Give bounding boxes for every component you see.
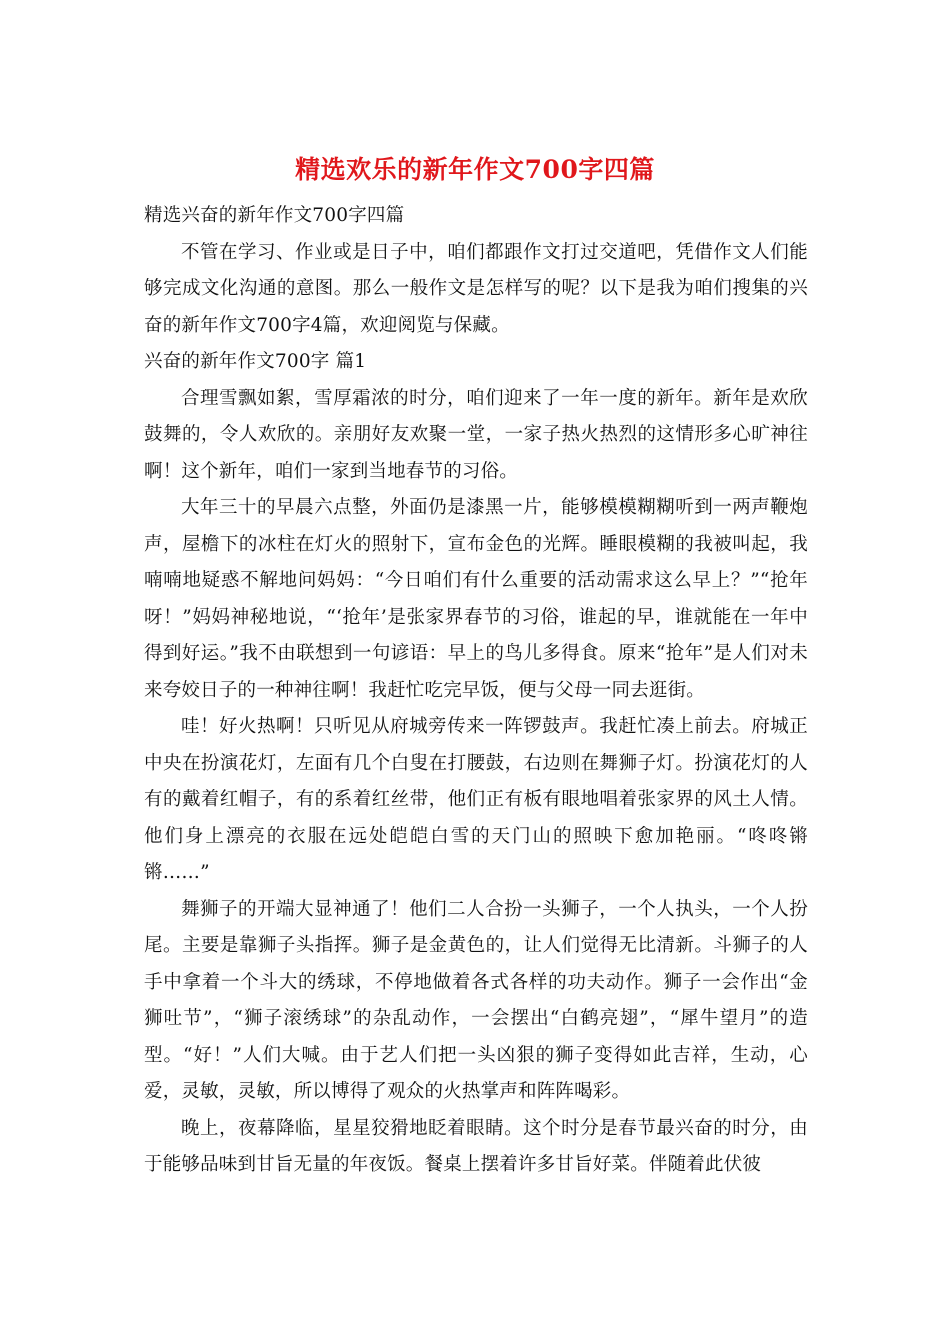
paragraph: 晚上，夜幕降临，星星狡猾地眨着眼睛。这个时分是春节最兴奋的时分，由于能够品味到甘旨无量的年夜饭。餐桌上摆着许多甘旨好菜。伴随着此伏彼: [144, 1117, 808, 1175]
document-subtitle: 精选兴奋的新年作文700字四篇: [144, 205, 405, 226]
section-heading: 兴奋的新年作文700字 篇1: [144, 351, 367, 372]
paragraph-intro: 不管在学习、作业或是日子中，咱们都跟作文打过交道吧，凭借作文人们能够完成文化沟通的意图。那么一般作文是怎样写的呢？以下是我为咱们搜集的兴奋的新年作文700字4篇，欢迎阅览与保藏。: [144, 241, 808, 336]
paragraph: 舞狮子的开端大显神通了！他们二人合扮一头狮子，一个人执头，一个人扮尾。主要是靠狮子头指挥。狮子是金黄色的，让人们觉得无比清新。斗狮子的人手中拿着一个斗大的绣球，不停地做着各式各样的功夫动作。狮子一会作出“金狮吐节”，“狮子滚绣球”的杂乱动作，一会摆出“白鹤亮翅”，“犀牛望月”的造型。“好！”人们大喊。由于艺人们把一头凶狠的狮子变得如此吉祥，生动，心爱，灵敏，灵敏，所以博得了观众的火热掌声和阵阵喝彩。: [144, 898, 808, 1102]
paragraph: 大年三十的早晨六点整，外面仍是漆黑一片，能够模模糊糊听到一两声鞭炮声，屋檐下的冰柱在灯火的照射下，宣布金色的光辉。睡眼模糊的我被叫起，我喃喃地疑惑不解地问妈妈：“今日咱们有什么重要的活动需求这么早上？”“抢年呀！”妈妈神秘地说，“‘抢年’是张家界春节的习俗，谁起的早，谁就能在一年中得到好运。”我不由联想到一句谚语：早上的鸟儿多得食。原来“抢年”是人们对未来夸姣日子的一种神往啊！我赶忙吃完早饭，便与父母一同去逛街。: [144, 497, 808, 701]
document-body: [144, 198, 808, 1184]
paragraph: 合理雪飘如絮，雪厚霜浓的时分，咱们迎来了一年一度的新年。新年是欢欣鼓舞的，令人欢欣的。亲朋好友欢聚一堂，一家子热火热烈的这情形多心旷神往啊！这个新年，咱们一家到当地春节的习俗。: [144, 387, 808, 482]
paragraph: 哇！好火热啊！只听见从府城旁传来一阵锣鼓声。我赶忙凑上前去。府城正中央在扮演花灯，左面有几个白叟在打腰鼓，右边则在舞狮子灯。扮演花灯的人有的戴着红帽子，有的系着红丝带，他们正有板有眼地唱着张家界的风土人情。他们身上漂亮的衣服在远处皑皑白雪的天门山的照映下愈加艳丽。“咚咚锵锵……”: [144, 716, 808, 883]
document-title: 精选欢乐的新年作文700字四篇: [295, 155, 655, 184]
